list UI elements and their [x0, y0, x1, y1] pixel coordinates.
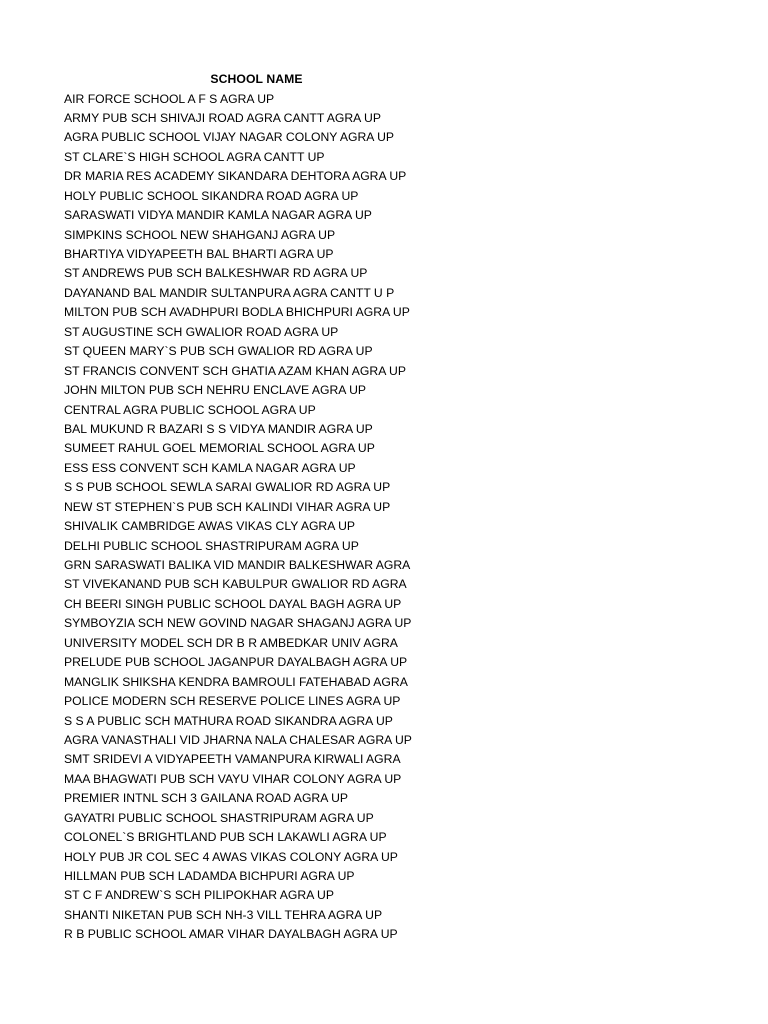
school-list-item: BAL MUKUND R BAZARI S S VIDYA MANDIR AGRA UP	[64, 421, 373, 436]
school-list-item: GRN SARASWATI BALIKA VID MANDIR BALKESHWAR AGRA	[64, 558, 411, 572]
school-list-item: CENTRAL AGRA PUBLIC SCHOOL AGRA UP	[64, 402, 316, 417]
school-list-item: NEW ST STEPHEN`S PUB SCH KALINDI VIHAR AGRA UP	[64, 499, 391, 514]
school-list-item: HOLY PUBLIC SCHOOL SIKANDRA ROAD AGRA UP	[64, 188, 359, 203]
school-list-item: HILLMAN PUB SCH LADAMDA BICHPURI AGRA UP	[64, 869, 355, 883]
school-list-item: MAA BHAGWATI PUB SCH VAYU VIHAR COLONY AGRA UP	[64, 771, 402, 786]
school-list-item: MILTON PUB SCH AVADHPURI BODLA BHICHPURI AGRA UP	[64, 305, 410, 320]
school-list-item: SMT SRIDEVI A VIDYAPEETH VAMANPURA KIRWALI AGRA	[64, 752, 401, 767]
school-list	[64, 90, 412, 945]
column-header: SCHOOL NAME	[210, 72, 303, 86]
school-list-item: ST FRANCIS CONVENT SCH GHATIA AZAM KHAN AGRA UP	[64, 363, 406, 378]
school-list-item: ST ANDREWS PUB SCH BALKESHWAR RD AGRA UP	[64, 266, 368, 281]
school-list-item: DELHI PUBLIC SCHOOL SHASTRIPURAM AGRA UP	[64, 538, 359, 553]
school-list-item: DAYANAND BAL MANDIR SULTANPURA AGRA CANTT U P	[64, 285, 395, 300]
school-list-item: SYMBOYZIA SCH NEW GOVIND NAGAR SHAGANJ AGRA UP	[64, 616, 412, 631]
school-list-item: PRELUDE PUB SCHOOL JAGANPUR DAYALBAGH AGRA UP	[64, 655, 408, 670]
school-list-item: COLONEL`S BRIGHTLAND PUB SCH LAKAWLI AGRA UP	[64, 830, 387, 845]
school-list-item: S S A PUBLIC SCH MATHURA ROAD SIKANDRA AGRA UP	[64, 713, 393, 728]
school-list-item: ARMY PUB SCH SHIVAJI ROAD AGRA CANTT AGRA UP	[64, 110, 381, 125]
school-list-item: DR MARIA RES ACADEMY SIKANDARA DEHTORA AGRA UP	[64, 169, 407, 184]
school-list-item: AGRA VANASTHALI VID JHARNA NALA CHALESAR AGRA UP	[64, 732, 412, 747]
school-list-item: SHIVALIK CAMBRIDGE AWAS VIKAS CLY AGRA UP	[64, 519, 356, 534]
school-list-item: ESS ESS CONVENT SCH KAMLA NAGAR AGRA UP	[64, 460, 356, 475]
school-list-item: SIMPKINS SCHOOL NEW SHAHGANJ AGRA UP	[64, 227, 336, 242]
school-list-item: AIR FORCE SCHOOL A F S AGRA UP	[64, 91, 275, 106]
school-list-item: UNIVERSITY MODEL SCH DR B R AMBEDKAR UNIV AGRA	[64, 635, 398, 650]
school-list-item: MANGLIK SHIKSHA KENDRA BAMROULI FATEHABAD AGRA	[64, 674, 408, 689]
school-list-item: SHANTI NIKETAN PUB SCH NH-3 VILL TEHRA AGRA UP	[64, 907, 383, 922]
school-list-item: ST VIVEKANAND PUB SCH KABULPUR GWALIOR RD AGRA	[64, 577, 407, 592]
school-list-item: S S PUB SCHOOL SEWLA SARAI GWALIOR RD AGRA UP	[64, 480, 391, 495]
school-list-item: CH BEERI SINGH PUBLIC SCHOOL DAYAL BAGH AGRA UP	[64, 596, 402, 611]
school-list-item: ST AUGUSTINE SCH GWALIOR ROAD AGRA UP	[64, 324, 339, 339]
school-list-item: SARASWATI VIDYA MANDIR KAMLA NAGAR AGRA UP	[64, 208, 372, 223]
school-list-item: ST C F ANDREW`S SCH PILIPOKHAR AGRA UP	[64, 888, 334, 903]
school-list-item: PREMIER INTNL SCH 3 GAILANA ROAD AGRA UP	[64, 791, 348, 806]
school-list-item: HOLY PUB JR COL SEC 4 AWAS VIKAS COLONY AGRA UP	[64, 849, 398, 864]
school-list-item: SUMEET RAHUL GOEL MEMORIAL SCHOOL AGRA UP	[64, 441, 375, 456]
school-list-item: R B PUBLIC SCHOOL AMAR VIHAR DAYALBAGH AGRA UP	[64, 927, 398, 942]
school-list-item: POLICE MODERN SCH RESERVE POLICE LINES AGRA UP	[64, 694, 401, 709]
school-list-item: ST QUEEN MARY`S PUB SCH GWALIOR RD AGRA UP	[64, 344, 373, 359]
school-list-item: BHARTIYA VIDYAPEETH BAL BHARTI AGRA UP	[64, 247, 334, 261]
school-list-item: GAYATRI PUBLIC SCHOOL SHASTRIPURAM AGRA UP	[64, 810, 374, 825]
school-list-item: JOHN MILTON PUB SCH NEHRU ENCLAVE AGRA UP	[64, 383, 367, 398]
school-list-item: AGRA PUBLIC SCHOOL VIJAY NAGAR COLONY AGRA UP	[64, 130, 395, 145]
school-list-item: ST CLARE`S HIGH SCHOOL AGRA CANTT UP	[64, 149, 325, 164]
